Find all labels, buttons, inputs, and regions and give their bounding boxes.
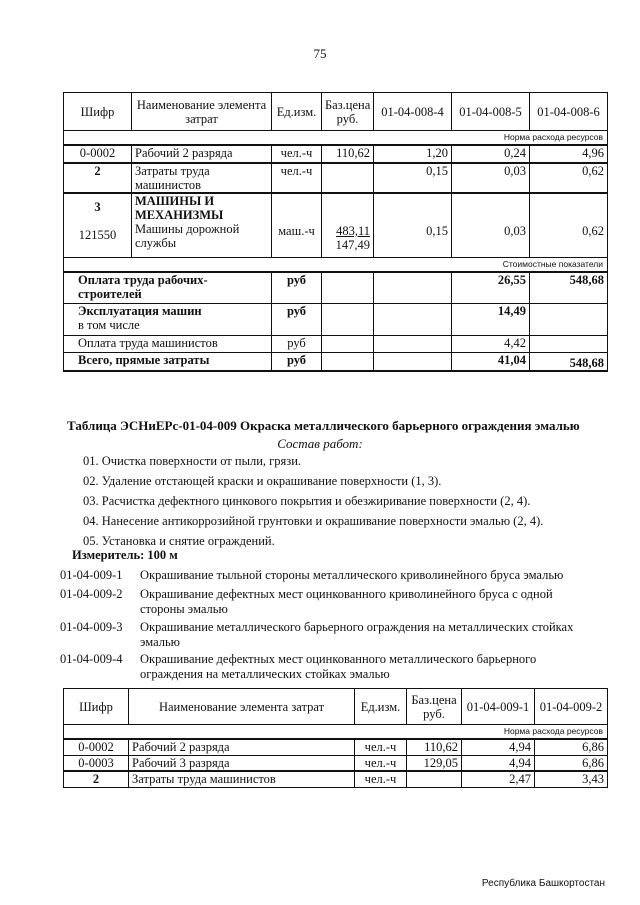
table-row: Оплата труда машинистов руб 4,42 <box>64 336 608 353</box>
work-item: 05. Установка и снятие ограждений. <box>83 534 275 548</box>
cost-label: Стоимостные показатели <box>64 257 608 272</box>
resource-table-008 <box>63 92 608 372</box>
table-row: 2 Затраты труда машинистов чел.-ч 2,47 3,43 <box>64 771 608 787</box>
table-row: 0-0002 Рабочий 2 разряда чел.-ч 110,62 4,94 6,86 <box>64 739 608 755</box>
table-row: 0-0002 Рабочий 2 разряда чел.-ч 110,62 1,20 0,24 4,96 <box>64 145 608 163</box>
header-price: Баз.цена руб. <box>322 93 374 131</box>
norm-label: Норма расхода ресурсов <box>64 131 608 146</box>
work-item: 04. Нанесение антикоррозийной грунтовки и окрашивание поверхности эмалью (2, 4). <box>83 514 544 528</box>
header-col-1: 01-04-009-1 <box>462 689 535 725</box>
item-code: 01-04-009-1 <box>60 568 123 582</box>
header-col-3: 01-04-008-6 <box>530 93 608 131</box>
item-code: 01-04-009-4 <box>60 652 123 666</box>
work-item: 01. Очистка поверхности от пыли, грязи. <box>83 454 302 468</box>
work-item: 02. Удаление отстающей краски и окрашивание поверхности (1, 3). <box>83 474 442 488</box>
header-col-2: 01-04-008-5 <box>452 93 530 131</box>
page-number: 75 <box>313 46 327 61</box>
item-text: Окрашивание дефектных мест оцинкованного металлического барьерного ограждения на металлических стойках эмалью <box>140 652 537 681</box>
footer-region: Республика Башкортостан <box>481 878 605 889</box>
norm-label: Норма расхода ресурсов <box>64 725 608 740</box>
section-subtitle: Состав работ: <box>277 436 363 451</box>
table-row: Всего, прямые затраты руб 41,04 548,68 <box>64 353 608 371</box>
item-code: 01-04-009-3 <box>60 620 123 634</box>
item-text: Окрашивание дефектных мест оцинкованного криволинейного бруса с одной стороны эмалью <box>140 587 553 616</box>
header-price: Баз.цена руб. <box>407 689 462 725</box>
table-row: Оплата труда рабочих-строителей руб 26,55 548,68 <box>64 272 608 304</box>
header-col-2: 01-04-009-2 <box>535 689 608 725</box>
resource-table-009 <box>63 688 608 788</box>
item-text: Окрашивание металлического барьерного ограждения на металлических стойках эмалью <box>140 620 574 649</box>
table-row: Эксплуатация машин в том числе руб 14,49 <box>64 304 608 336</box>
header-col-1: 01-04-008-4 <box>374 93 452 131</box>
header-code: Шифр <box>64 689 129 725</box>
table-row: 0-0003 Рабочий 3 разряда чел.-ч 129,05 4,94 6,86 <box>64 755 608 771</box>
section-title: Таблица ЭСНиЕРс-01-04-009 Окраска металлического барьерного ограждения эмалью <box>67 418 580 433</box>
item-text: Окрашивание тыльной стороны металлического криволинейного бруса эмалью <box>140 568 564 582</box>
header-unit: Ед.изм. <box>355 689 407 725</box>
header-name: Наименование элемента затрат <box>129 689 355 725</box>
work-item: 03. Расчистка дефектного цинкового покрытия и обезжиривание поверхности (2, 4). <box>83 494 531 508</box>
header-name: Наименование элемента затрат <box>132 93 272 131</box>
header-code: Шифр <box>64 93 132 131</box>
measure-unit: Измеритель: 100 м <box>72 548 178 562</box>
header-unit: Ед.изм. <box>272 93 322 131</box>
table-row: 3 121550 МАШИНЫ И МЕХАНИЗМЫ Машины дорожной службы маш.-ч 483,11 147,49 0,15 0,03 0,62 <box>64 193 608 257</box>
item-code: 01-04-009-2 <box>60 587 123 601</box>
table-row: 2 Затраты труда машинистов чел.-ч 0,15 0,03 0,62 <box>64 163 608 193</box>
